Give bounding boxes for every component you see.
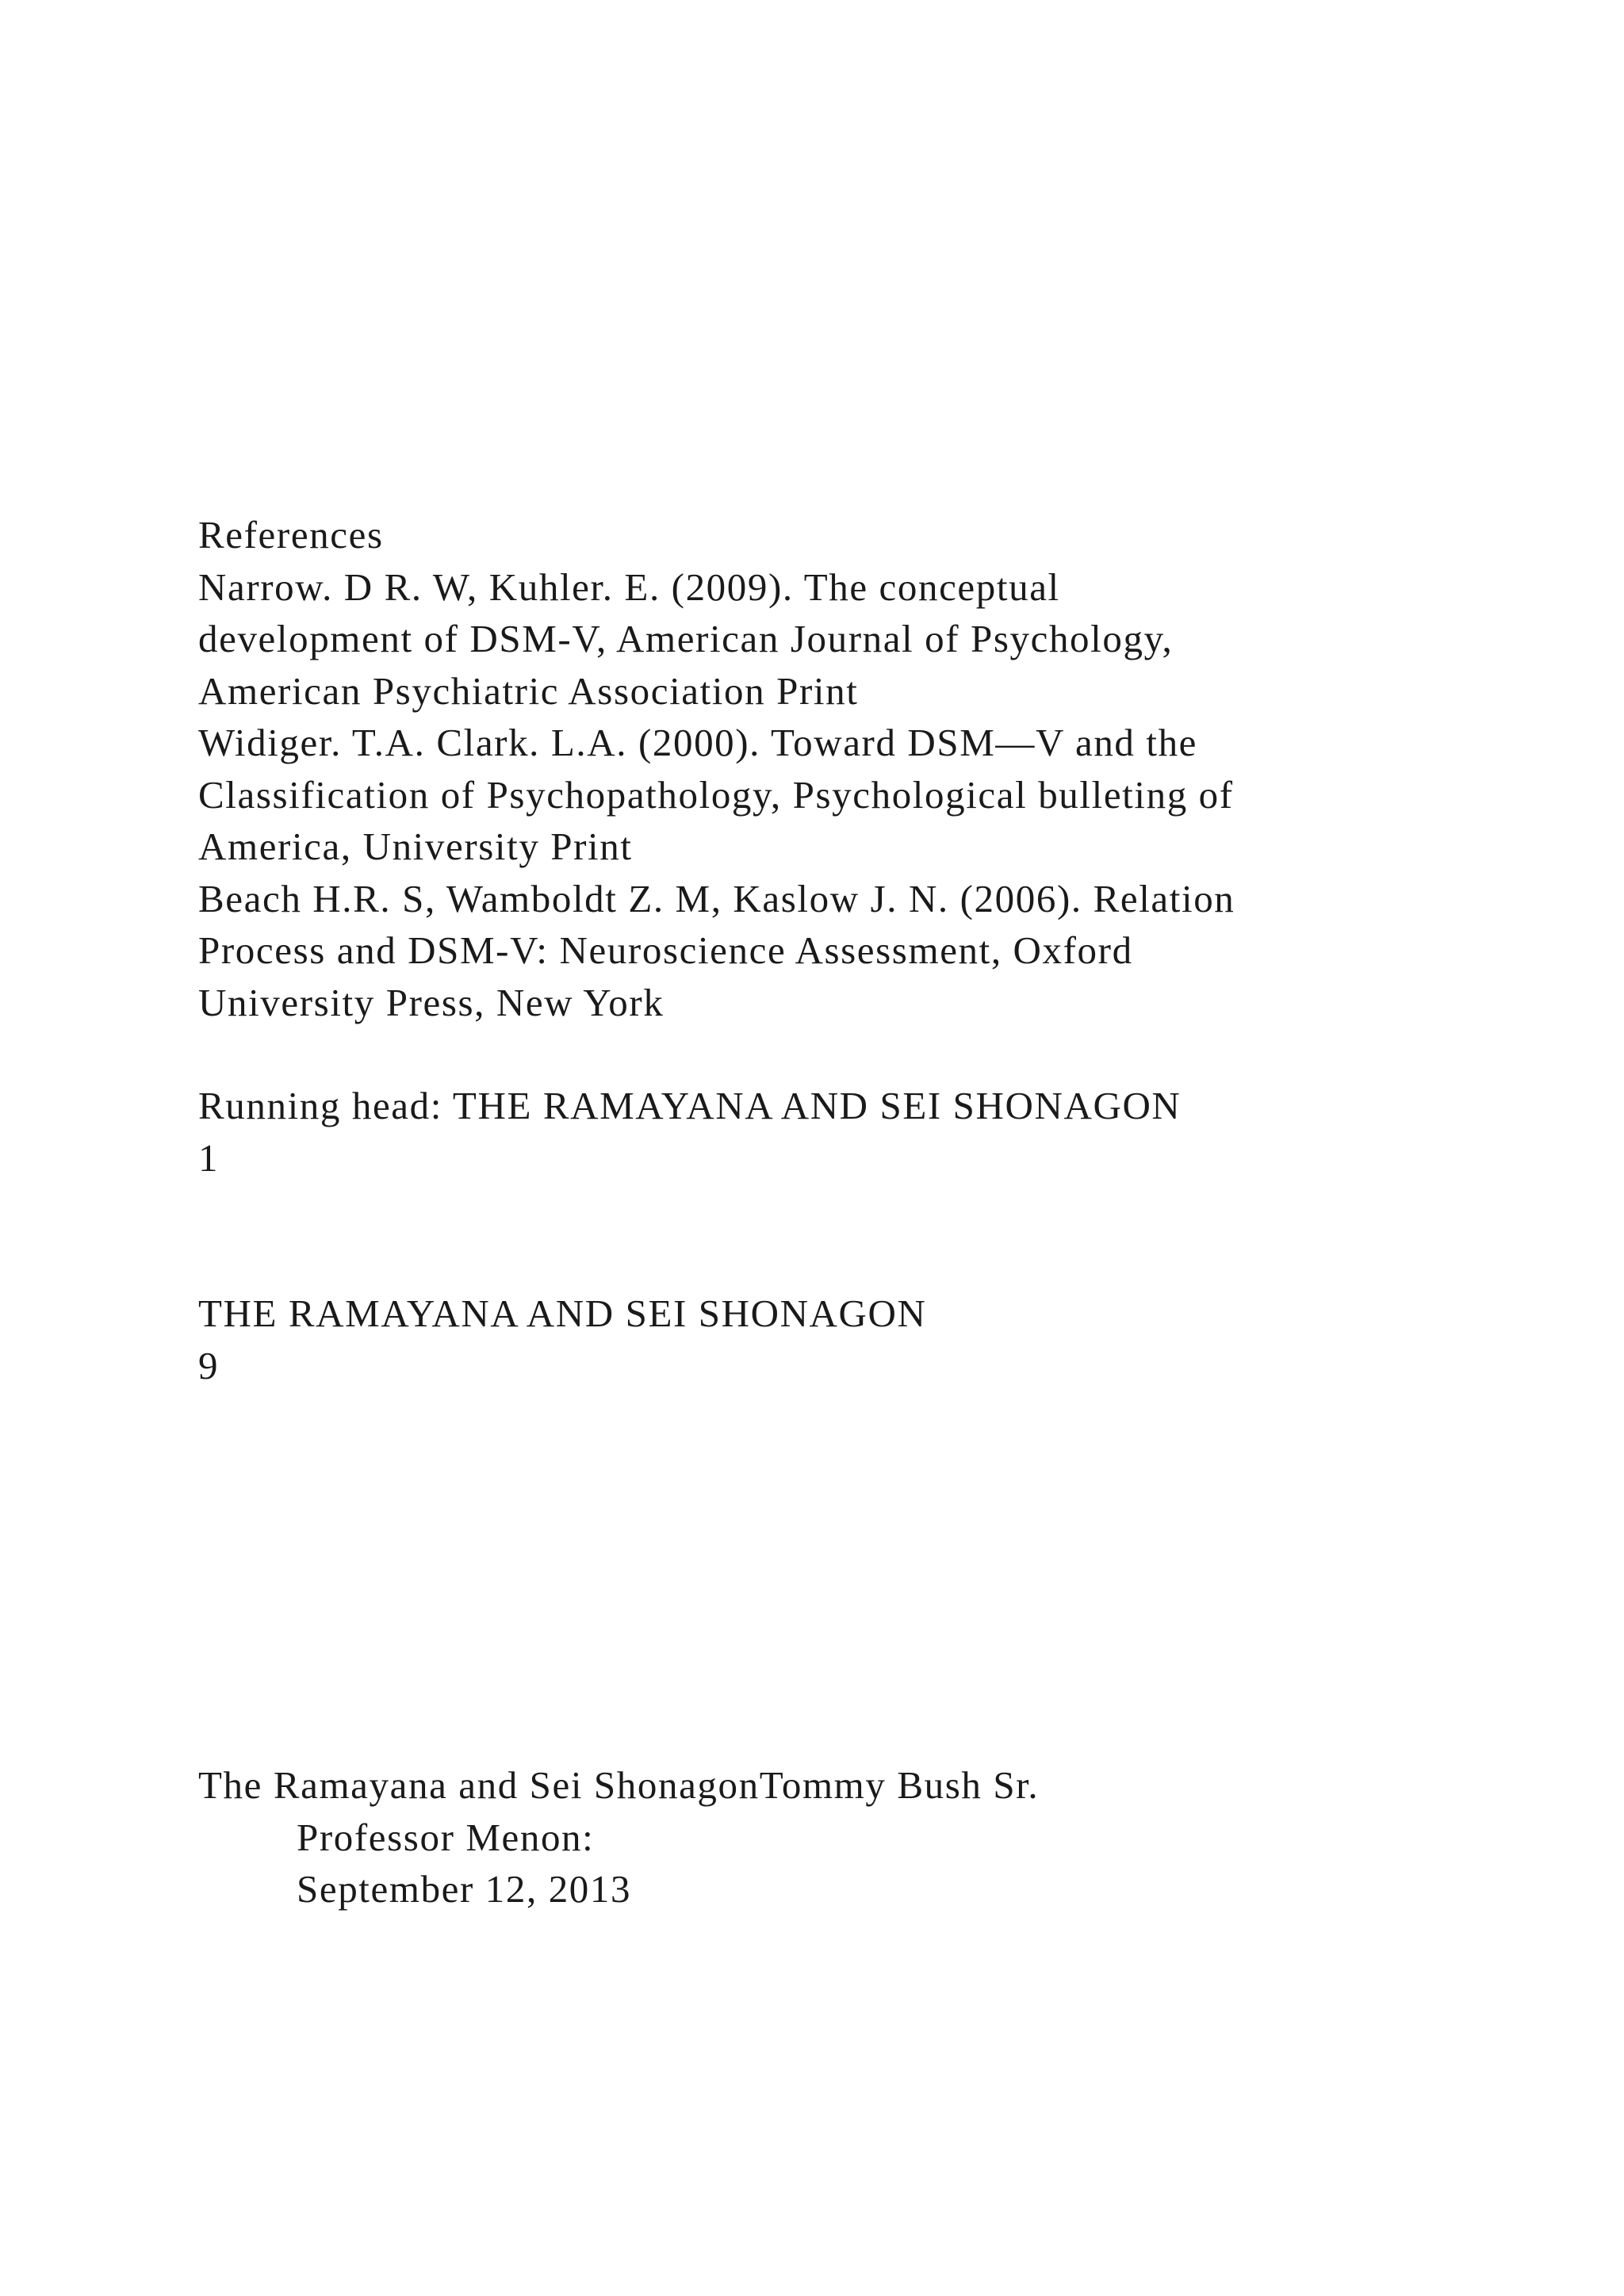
reference-line: Narrow. D R. W, Kuhler. E. (2009). The conceptual (198, 564, 1060, 609)
date-line: September 12, 2013 (297, 1867, 632, 1911)
running-head-page-number: 1 (198, 1135, 220, 1180)
reference-line: development of DSM-V, American Journal of Psychology, (198, 617, 1174, 660)
reference-line: Process and DSM-V: Neuroscience Assessment, Oxford (198, 928, 1133, 972)
page-header-page-number: 9 (198, 1343, 220, 1387)
reference-line: Classification of Psychopathology, Psychological bulleting of (198, 772, 1234, 817)
reference-line: American Psychiatric Association Print (198, 668, 859, 713)
title-author-line: The Ramayana and Sei ShonagonTommy Bush Sr. (198, 1763, 1040, 1807)
running-head-text: Running head: THE RAMAYANA AND SEI SHONAGON (198, 1084, 1182, 1127)
page-header-text: THE RAMAYANA AND SEI SHONAGON (198, 1292, 927, 1335)
reference-line: University Press, New York (198, 980, 665, 1024)
professor-line: Professor Menon: (297, 1815, 595, 1859)
references-section (198, 509, 1467, 1028)
title-block (198, 1759, 1467, 1915)
references-heading: References (198, 513, 384, 557)
reference-line: America, University Print (198, 825, 633, 868)
running-head (198, 1080, 1467, 1184)
page-header (198, 1288, 1467, 1391)
reference-line: Widiger. T.A. Clark. L.A. (2000). Toward DSM—V and the (198, 721, 1198, 764)
reference-line: Beach H.R. S, Wamboldt Z. M, Kaslow J. N. (2006). Relation (198, 876, 1235, 920)
